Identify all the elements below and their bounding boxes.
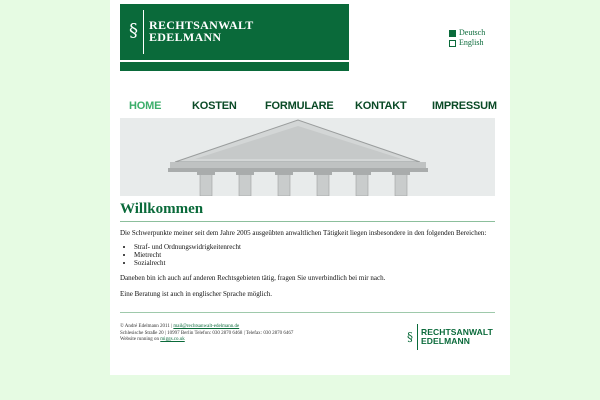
footer-logo — [407, 323, 497, 351]
paragraph-mark-icon — [129, 10, 144, 54]
list-item: • Straf- und Ordnungswidrigkeitenrecht — [134, 243, 495, 251]
copyright-text: © André Edelmann 2011 | — [120, 324, 174, 329]
running-on-text: Website running on — [120, 337, 161, 342]
nav-formulare[interactable]: FORMULARE — [265, 100, 334, 112]
checkbox-empty-icon — [449, 40, 456, 47]
page-title: Willkommen — [120, 200, 495, 222]
email-link[interactable]: mail@rechtsanwalt-edelmann.de — [173, 324, 240, 329]
header-stripe — [120, 62, 349, 71]
practice-areas-list — [120, 243, 495, 267]
list-item: • Sozialrecht — [134, 259, 495, 267]
intro-text: Die Schwerpunkte meiner seit dem Jahre 2005 ausgeübten anwaltlichen Tätigkeit liegen insbesondere in den folgenden Bereichen: — [120, 229, 487, 237]
language-switcher — [449, 28, 485, 48]
main-nav — [120, 100, 500, 114]
language-option-english[interactable] — [449, 38, 485, 48]
main-content — [120, 200, 495, 299]
address-text: Schlesische Straße 20 | 10997 Berlin Telefon: 030 2870 6468 | Telefax: 030 2870 6467 — [120, 330, 294, 336]
site-logo[interactable] — [120, 4, 349, 60]
language-label: Deutsch — [459, 28, 486, 37]
language-option-deutsch[interactable] — [449, 28, 485, 38]
logo-line-2: EDELMANN — [149, 30, 222, 44]
paragraph-mark-icon: § — [407, 324, 418, 350]
temple-illustration — [120, 118, 495, 196]
list-item: • Mietrecht — [134, 251, 495, 259]
footer-logo-line-1: RECHTSANWALT — [421, 327, 493, 337]
other-areas-text: Daneben bin ich auch auf anderen Rechtsgebieten tätig, fragen Sie unverbindlich bei mir nach. — [120, 274, 386, 282]
checkbox-checked-icon — [449, 30, 456, 37]
english-advice-text: Eine Beratung ist auch in englischer Sprache möglich. — [120, 290, 273, 298]
footer-info — [120, 324, 293, 344]
language-label: English — [459, 38, 484, 47]
host-link[interactable]: miggs.co.uk — [160, 337, 185, 342]
logo-line-1: RECHTSANWALT — [149, 18, 254, 32]
logo-symbol: § — [129, 20, 138, 41]
footer — [120, 312, 495, 363]
nav-kosten[interactable]: KOSTEN — [192, 100, 237, 112]
page-container — [110, 0, 510, 375]
hero-image-temple — [120, 118, 495, 196]
footer-logo-line-2: EDELMANN — [421, 336, 470, 346]
nav-home[interactable]: HOME — [129, 100, 162, 112]
nav-impressum[interactable]: IMPRESSUM — [432, 100, 497, 112]
nav-kontakt[interactable]: KONTAKT — [355, 100, 407, 112]
